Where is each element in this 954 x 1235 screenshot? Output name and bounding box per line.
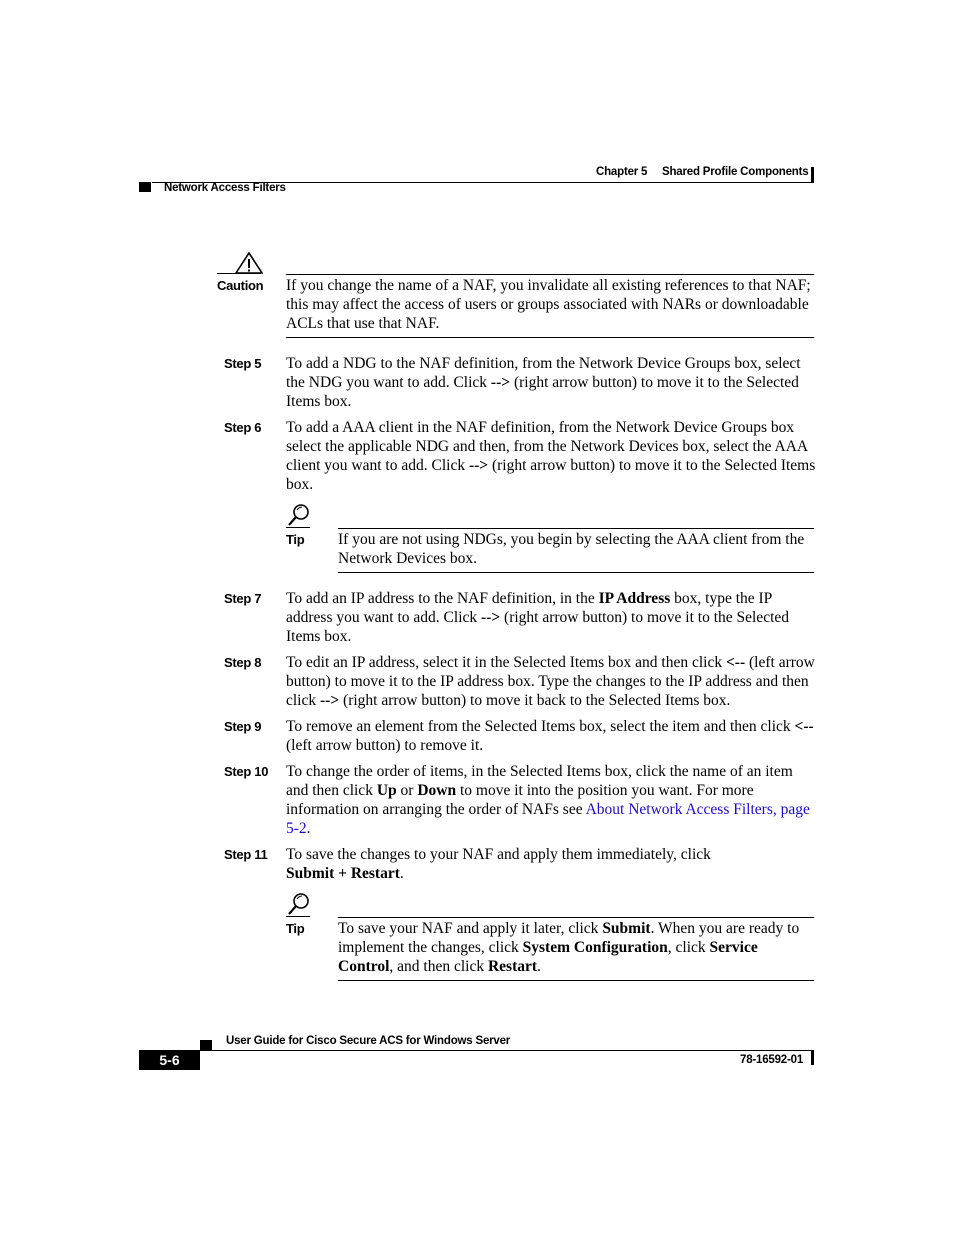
bold-term: System Configuration (522, 939, 668, 956)
text-run: If you are not using NDGs, you begin by selecting the AAA client from the Network Devices box. (338, 531, 805, 567)
magnifier-icon (287, 503, 311, 527)
text-run: . When you are ready to implement the changes, click (338, 920, 800, 956)
text-run: To add a AAA client in the NAF definition, from the Network Device Groups box select the applicable NDG and then, from the Network Devices box, select the AAA client you want to add. Click (286, 419, 808, 474)
footer-guide-title: User Guide for Cisco Secure ACS for Windows Server (226, 1035, 511, 1047)
bold-term: --> (490, 374, 511, 391)
step-label: Step 9 (224, 719, 262, 734)
text-run: , and then click (389, 958, 488, 975)
step-label: Step 11 (224, 847, 268, 862)
step-label: Step 8 (224, 655, 262, 670)
bold-term: Up (376, 782, 397, 799)
caution-label: Caution (217, 278, 264, 293)
bold-term: --> (481, 609, 501, 626)
step-label: Step 7 (224, 591, 262, 606)
bold-term: <-- (794, 718, 814, 735)
page-number: 5-6 (139, 1051, 200, 1070)
text-run: to move it into the position you want. For more information on arranging the order of NAFs see (286, 782, 754, 818)
step-text (286, 354, 816, 411)
bold-term: Submit + Restart (286, 865, 400, 882)
tip-top-rule (338, 528, 814, 529)
text-run: , click (667, 939, 710, 956)
tip-icon-underline (286, 527, 310, 528)
step-text (286, 762, 816, 838)
text-run: (right arrow button) to move it to the Selected Items box. (286, 609, 790, 645)
caution-icon (235, 252, 263, 274)
step-text (286, 589, 816, 646)
magnifier-icon (287, 892, 311, 916)
text-run: To save the changes to your NAF and apply them immediately, click (286, 846, 711, 863)
text-run: (right arrow button) to move it to the Selected Items box. (286, 457, 816, 493)
caution-text: If you change the name of a NAF, you invalidate all existing references to that NAF; this may affect the access of users or groups associated with NARs or downloadable ACLs that use that NAF. (286, 277, 811, 332)
bold-term: Restart (487, 958, 538, 975)
header-chapter-title: Shared Profile Components (662, 166, 809, 178)
step-text (286, 418, 816, 494)
bold-term: <-- (725, 654, 746, 671)
cross-reference-link[interactable]: About Network Access Filters, page 5-2 (286, 801, 810, 837)
header-section: Network Access Filters (164, 182, 286, 194)
step-text (286, 653, 816, 710)
text-run: box, type the IP address you want to add. Click (286, 590, 772, 626)
tip-bottom-rule (338, 980, 814, 981)
text-run: . (399, 865, 404, 882)
caution-bottom-rule (286, 337, 814, 338)
bold-term: IP Address (598, 590, 671, 607)
step-label: Step 5 (224, 356, 262, 371)
bold-term: --> (320, 692, 340, 709)
tip-label: Tip (286, 921, 305, 936)
tip-bottom-rule (338, 572, 814, 573)
text-run: (right arrow button) to move it back to the Selected Items box. (339, 692, 731, 709)
text-run: To add an IP address to the NAF definition, in the (286, 590, 599, 607)
tip-text (338, 530, 814, 568)
tip-top-rule (338, 917, 814, 918)
bold-term: Service Control (338, 939, 758, 975)
footer-doc-number: 78-16592-01 (740, 1054, 804, 1066)
bold-term: --> (468, 457, 489, 474)
bold-term: Submit (602, 920, 651, 937)
text-run: To remove an element from the Selected Items box, select the item and then click (286, 718, 795, 735)
header-chapter: Chapter 5 (596, 166, 648, 178)
text-run: or (396, 782, 418, 799)
header-bar (811, 167, 814, 183)
caution-top-rule (286, 274, 814, 275)
tip-label: Tip (286, 532, 305, 547)
tip-icon-underline (286, 916, 310, 917)
text-run: . (306, 820, 311, 837)
text-run: (left arrow button) to move it to the IP address box. Type the changes to the IP address and then click (286, 654, 815, 709)
text-run: To change the order of items, in the Selected Items box, click the name of an item and then click (286, 763, 793, 799)
step-label: Step 10 (224, 764, 269, 779)
bold-term: Down (417, 782, 457, 799)
text-run: To edit an IP address, select it in the Selected Items box and then click (286, 654, 726, 671)
header-square (139, 182, 151, 192)
text-run: (right arrow button) to move it to the Selected Items box. (286, 374, 799, 410)
text-run: . (537, 958, 541, 975)
tip-text (338, 919, 814, 976)
text-run: To save your NAF and apply it later, click (338, 920, 603, 937)
text-run: To add a NDG to the NAF definition, from the Network Device Groups box, select the NDG you want to add. Click (286, 355, 801, 391)
footer-rule (139, 1050, 814, 1051)
step-text (286, 845, 816, 883)
step-label: Step 6 (224, 420, 262, 435)
footer-bar (811, 1051, 814, 1065)
text-run: (left arrow button) to remove it. (286, 737, 484, 754)
caution-icon-underline (217, 273, 261, 274)
step-text (286, 717, 816, 755)
